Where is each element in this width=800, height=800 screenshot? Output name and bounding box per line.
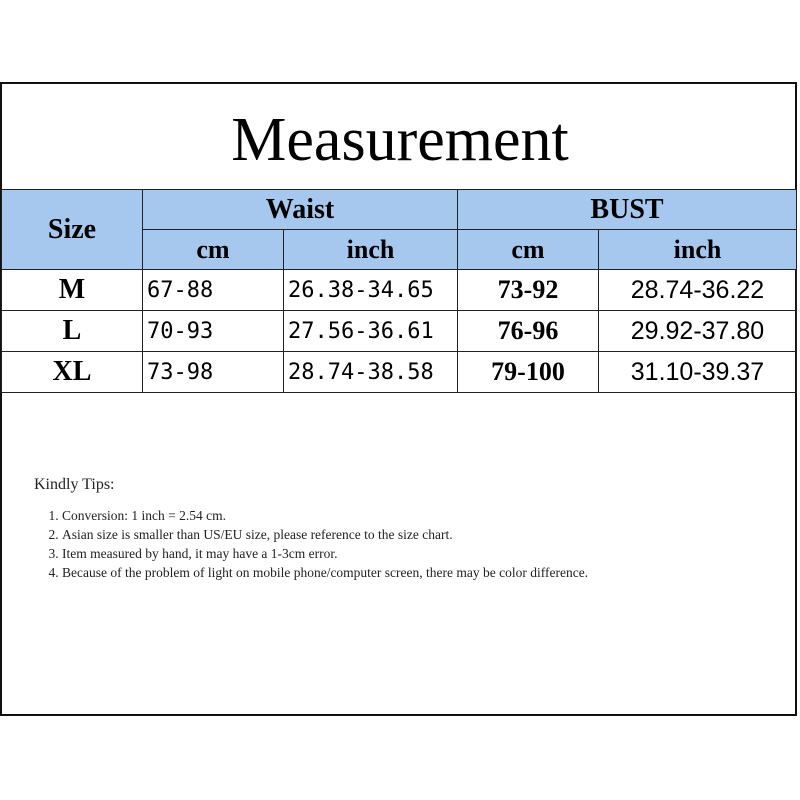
tips-list — [34, 506, 754, 582]
bust-inch-cell: 28.74-36.22 — [599, 270, 797, 311]
bust-inch-header: inch — [599, 230, 797, 270]
bust-header: BUST — [458, 190, 797, 230]
tip-item: 3. Item measured by hand, it may have a 1-3cm error. — [62, 544, 754, 563]
bust-cm-cell: 73-92 — [458, 270, 599, 311]
tip-item: 2. Asian size is smaller than US/EU size, please reference to the size chart. — [62, 525, 754, 544]
waist-inch-header: inch — [284, 230, 458, 270]
tip-item: 4. Because of the problem of light on mobile phone/computer screen, there may be color difference. — [62, 563, 754, 582]
bust-cm-cell: 76-96 — [458, 311, 599, 352]
waist-inch-cell: 27.56-36.61 — [284, 311, 458, 352]
waist-header: Waist — [143, 190, 458, 230]
waist-inch-cell: 28.74-38.58 — [284, 352, 458, 393]
tip-item: 1. Conversion: 1 inch = 2.54 cm. — [62, 506, 754, 525]
table-row — [2, 270, 797, 311]
bust-cm-header: cm — [458, 230, 599, 270]
table-row — [2, 352, 797, 393]
size-chart-table — [1, 189, 797, 393]
size-header: Size — [2, 190, 143, 270]
waist-cm-cell: 73-98 — [143, 352, 284, 393]
bust-inch-cell: 31.10-39.37 — [599, 352, 797, 393]
bust-inch-cell: 29.92-37.80 — [599, 311, 797, 352]
tips-heading: Kindly Tips: — [34, 476, 115, 493]
waist-cm-cell: 70-93 — [143, 311, 284, 352]
size-cell: M — [2, 270, 143, 311]
table-row — [2, 311, 797, 352]
waist-cm-header: cm — [143, 230, 284, 270]
size-cell: XL — [2, 352, 143, 393]
size-cell: L — [2, 311, 143, 352]
bust-cm-cell: 79-100 — [458, 352, 599, 393]
page-title: Measurement — [231, 106, 569, 174]
waist-inch-cell: 26.38-34.65 — [284, 270, 458, 311]
waist-cm-cell: 67-88 — [143, 270, 284, 311]
tips-section — [34, 476, 754, 582]
